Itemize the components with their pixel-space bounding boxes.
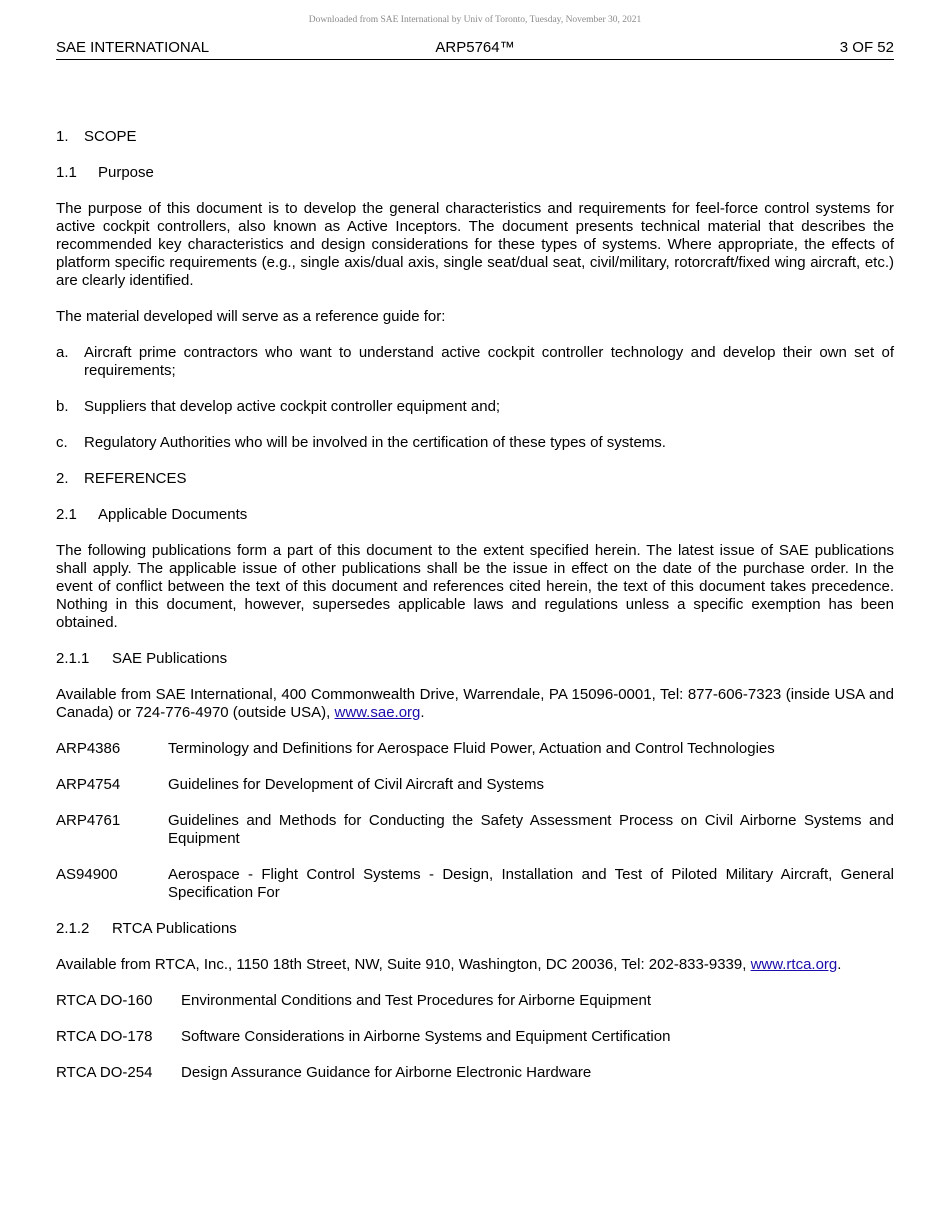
subsection-title: Purpose [98, 164, 154, 181]
header-doc-number: ARP5764™ [435, 39, 515, 56]
reference-entry [56, 740, 894, 758]
list-text: Suppliers that develop active cockpit controller equipment and; [84, 398, 501, 415]
reference-code: RTCA DO-160 [56, 992, 153, 1009]
subsection-heading-applicable-documents [56, 506, 894, 524]
reference-title: Environmental Conditions and Test Procedures for Airborne Equipment [181, 992, 651, 1009]
sae-availability-paragraph [56, 686, 894, 722]
subsection-number: 2.1 [56, 506, 77, 523]
applicable-documents-paragraph: The following publications form a part of this document to the extent specified herein. The latest issue of SAE publications shall apply. The applicable issue of other publications shall be the issue in effect on the date of the purchase order. In the event of conflict between the text of this document and references cited herein, the text of this document takes precedence. Nothing in this document, however, supersedes applicable laws and regulations unless a specific exemption has been obtained. [56, 542, 894, 631]
section-heading-references [56, 470, 894, 488]
download-watermark: Downloaded from SAE International by Univ of Toronto, Tuesday, November 30, 2021 [308, 15, 642, 25]
subsection-number: 2.1.1 [56, 650, 90, 667]
subsection-title: SAE Publications [112, 650, 228, 667]
subsection-heading-purpose [56, 164, 894, 182]
reference-entry [56, 1028, 894, 1046]
section-heading-scope [56, 128, 894, 146]
subsection-number: 1.1 [56, 164, 77, 181]
list-label: c. [56, 434, 68, 451]
reference-entry [56, 1064, 894, 1082]
section-title: SCOPE [84, 128, 137, 145]
reference-title: Software Considerations in Airborne Systems and Equipment Certification [181, 1028, 671, 1045]
reference-guide-intro: The material developed will serve as a reference guide for: [56, 308, 446, 325]
reference-code: RTCA DO-178 [56, 1028, 153, 1045]
list-label: b. [56, 398, 69, 415]
list-label: a. [56, 344, 69, 361]
list-item [56, 398, 894, 416]
reference-title: Design Assurance Guidance for Airborne Electronic Hardware [181, 1064, 592, 1081]
sentence-end: . [837, 956, 842, 973]
reference-code: AS94900 [56, 866, 118, 883]
sentence-end: . [420, 704, 425, 721]
list-item [56, 434, 894, 452]
subsection-title: Applicable Documents [98, 506, 248, 523]
reference-entry [56, 812, 894, 848]
section-title: REFERENCES [84, 470, 187, 487]
list-item [56, 344, 894, 380]
reference-title: Guidelines and Methods for Conducting the Safety Assessment Process on Civil Airborne Systems and Equipment [168, 812, 894, 847]
sae-availability-text: Available from SAE International, 400 Commonwealth Drive, Warrendale, PA 15096-0001, Tel: 877-606-7323 (inside USA and Canada) or 724-776-4970 (outside USA), [56, 686, 894, 721]
reference-code: ARP4761 [56, 812, 121, 829]
purpose-paragraph: The purpose of this document is to develop the general characteristics and requirements for feel-force control systems for active cockpit controllers, also known as Active Inceptors. The document presents technical material that describes the recommended key characteristics and design considerations for these types of systems. Where appropriate, the effects of platform specific requirements (e.g., single axis/dual axis, single seat/dual seat, civil/military, rotorcraft/fixed wing aircraft, etc.) are clearly identified. [56, 200, 894, 289]
document-body [56, 128, 894, 1082]
section-number: 1. [56, 128, 69, 145]
reference-entry [56, 992, 894, 1010]
rtca-availability-paragraph [56, 956, 894, 974]
header-page-number: 3 OF 52 [839, 39, 894, 56]
header-publisher: SAE INTERNATIONAL [56, 39, 210, 56]
reference-code: ARP4386 [56, 740, 121, 757]
reference-entry [56, 776, 894, 794]
subsection-heading-rtca-publications [56, 920, 894, 938]
page-header [56, 39, 894, 60]
reference-title: Guidelines for Development of Civil Aircraft and Systems [168, 776, 544, 793]
subsection-title: RTCA Publications [112, 920, 237, 937]
sae-website-link[interactable]: www.sae.org [334, 704, 421, 721]
reference-code: RTCA DO-254 [56, 1064, 153, 1081]
reference-title: Aerospace - Flight Control Systems - Design, Installation and Test of Piloted Military Aircraft, General Specification For [168, 866, 894, 901]
section-number: 2. [56, 470, 69, 487]
subsection-number: 2.1.2 [56, 920, 90, 937]
list-text: Regulatory Authorities who will be involved in the certification of these types of systems. [84, 434, 666, 451]
reference-code: ARP4754 [56, 776, 121, 793]
rtca-website-link[interactable]: www.rtca.org [750, 956, 838, 973]
reference-entry [56, 866, 894, 902]
list-text: Aircraft prime contractors who want to understand active cockpit controller technology and develop their own set of requirements; [84, 344, 894, 379]
rtca-availability-text: Available from RTCA, Inc., 1150 18th Street, NW, Suite 910, Washington, DC 20036, Tel: 202-833-9339, [56, 956, 747, 973]
subsection-heading-sae-publications [56, 650, 894, 668]
reference-title: Terminology and Definitions for Aerospace Fluid Power, Actuation and Control Technologies [168, 740, 775, 757]
